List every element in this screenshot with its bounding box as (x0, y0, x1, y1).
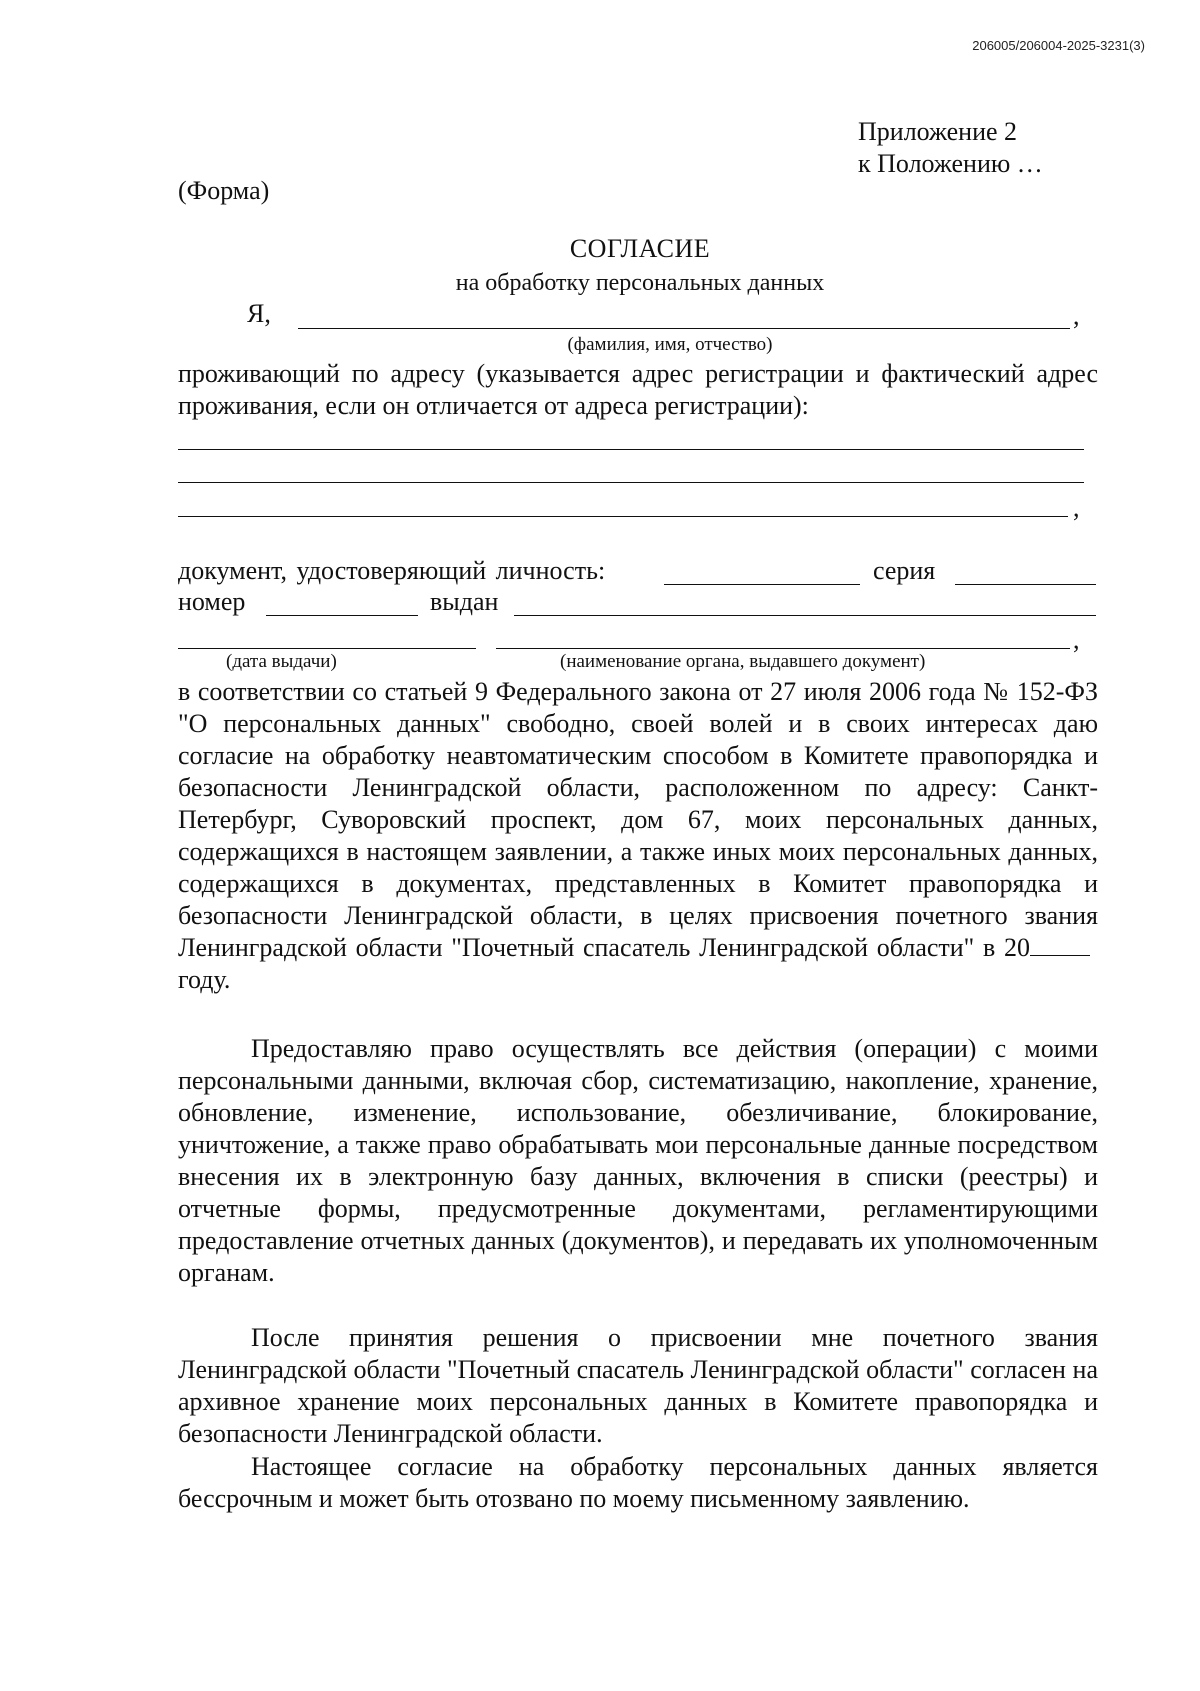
issue-date-caption: (дата выдачи) (226, 651, 337, 672)
issuer-comma: , (1073, 625, 1080, 654)
year-prefix: в 20 (983, 933, 1030, 962)
name-field-line[interactable] (298, 328, 1070, 329)
appendix-line-2: к Положению … (858, 149, 1043, 178)
issued-by-line[interactable] (514, 615, 1096, 616)
number-label: номер (178, 587, 246, 616)
number-field-line[interactable] (266, 615, 418, 616)
series-field-line[interactable] (955, 584, 1096, 585)
issued-label: выдан (430, 587, 499, 616)
form-label: (Форма) (178, 176, 270, 205)
consent-paragraph-2: Предоставляю право осуществлять все действия (операции) с моими персональными данными, включая сбор, систематизацию, накопление, хранение, обновление, изменение, использование, обезличивание, блокирование, уничтожение, а также право обрабатывать мои персональные данные посредством внесения их в электронную базу данных, включения в списки (реестры) и отчетные формы, предусмотренные документами, регламентирующими предоставление отчетных данных (документов), и передавать их уполномоченным органам. (178, 1034, 1098, 1287)
address-line-3[interactable] (178, 516, 1068, 517)
name-prefix: Я, (247, 299, 271, 328)
consent-paragraph-1-text: в соответствии со статьей 9 Федерального закона от 27 июля 2006 года № 152-ФЗ "О персональных данных" свободно, своей волей и в своих интересах даю согласие на обработку неавтоматическим способом в Комитете правопорядка и безопасности Ленинградской области, расположенном по адресу: Санкт-Петербург, Суворовский проспект, дом 67, моих персональных данных, содержащихся в настоящем заявлении, а также иных моих персональных данных, содержащихся в документах, представленных в Комитет правопорядка и безопасности Ленинградской области, в целях присвоения почетного звания Ленинградской области "Почетный спасатель Ленинградской области" (178, 677, 1098, 962)
identity-document-label: документ, удостоверяющий личность: (178, 556, 606, 585)
document-title: СОГЛАСИЕ (569, 234, 711, 263)
identity-document-type-line[interactable] (664, 584, 860, 585)
issue-date-line[interactable] (178, 648, 476, 649)
series-label: серия (873, 556, 936, 585)
consent-paragraph-4: Настоящее согласие на обработку персональных данных является бессрочным и может быть отозвано по моему письменному заявлению. (178, 1452, 1098, 1513)
address-comma: , (1073, 493, 1080, 522)
document-subtitle: на обработку персональных данных (455, 270, 825, 296)
appendix-line-1: Приложение 2 (858, 117, 1018, 146)
name-caption: (фамилия, имя, отчество) (567, 334, 773, 355)
address-line-1[interactable] (178, 449, 1084, 450)
name-comma: , (1073, 301, 1080, 330)
year-field-line[interactable] (1030, 933, 1090, 956)
consent-paragraph-1 (178, 676, 1098, 996)
year-suffix: году. (178, 965, 231, 994)
address-intro: проживающий по адресу (указывается адрес регистрации и фактический адрес проживания, если он отличается от адреса регистрации): (178, 359, 1098, 420)
issuer-caption: (наименование органа, выдавшего документ) (560, 651, 926, 672)
issuer-line[interactable] (496, 648, 1070, 649)
address-line-2[interactable] (178, 482, 1084, 483)
consent-paragraph-3: После принятия решения о присвоении мне почетного звания Ленинградской области "Почетный спасатель Ленинградской области" согласен на архивное хранение моих персональных данных в Комитете правопорядка и безопасности Ленинградской области. (178, 1323, 1098, 1448)
document-id: 206005/206004-2025-3231(3) (972, 38, 1145, 53)
